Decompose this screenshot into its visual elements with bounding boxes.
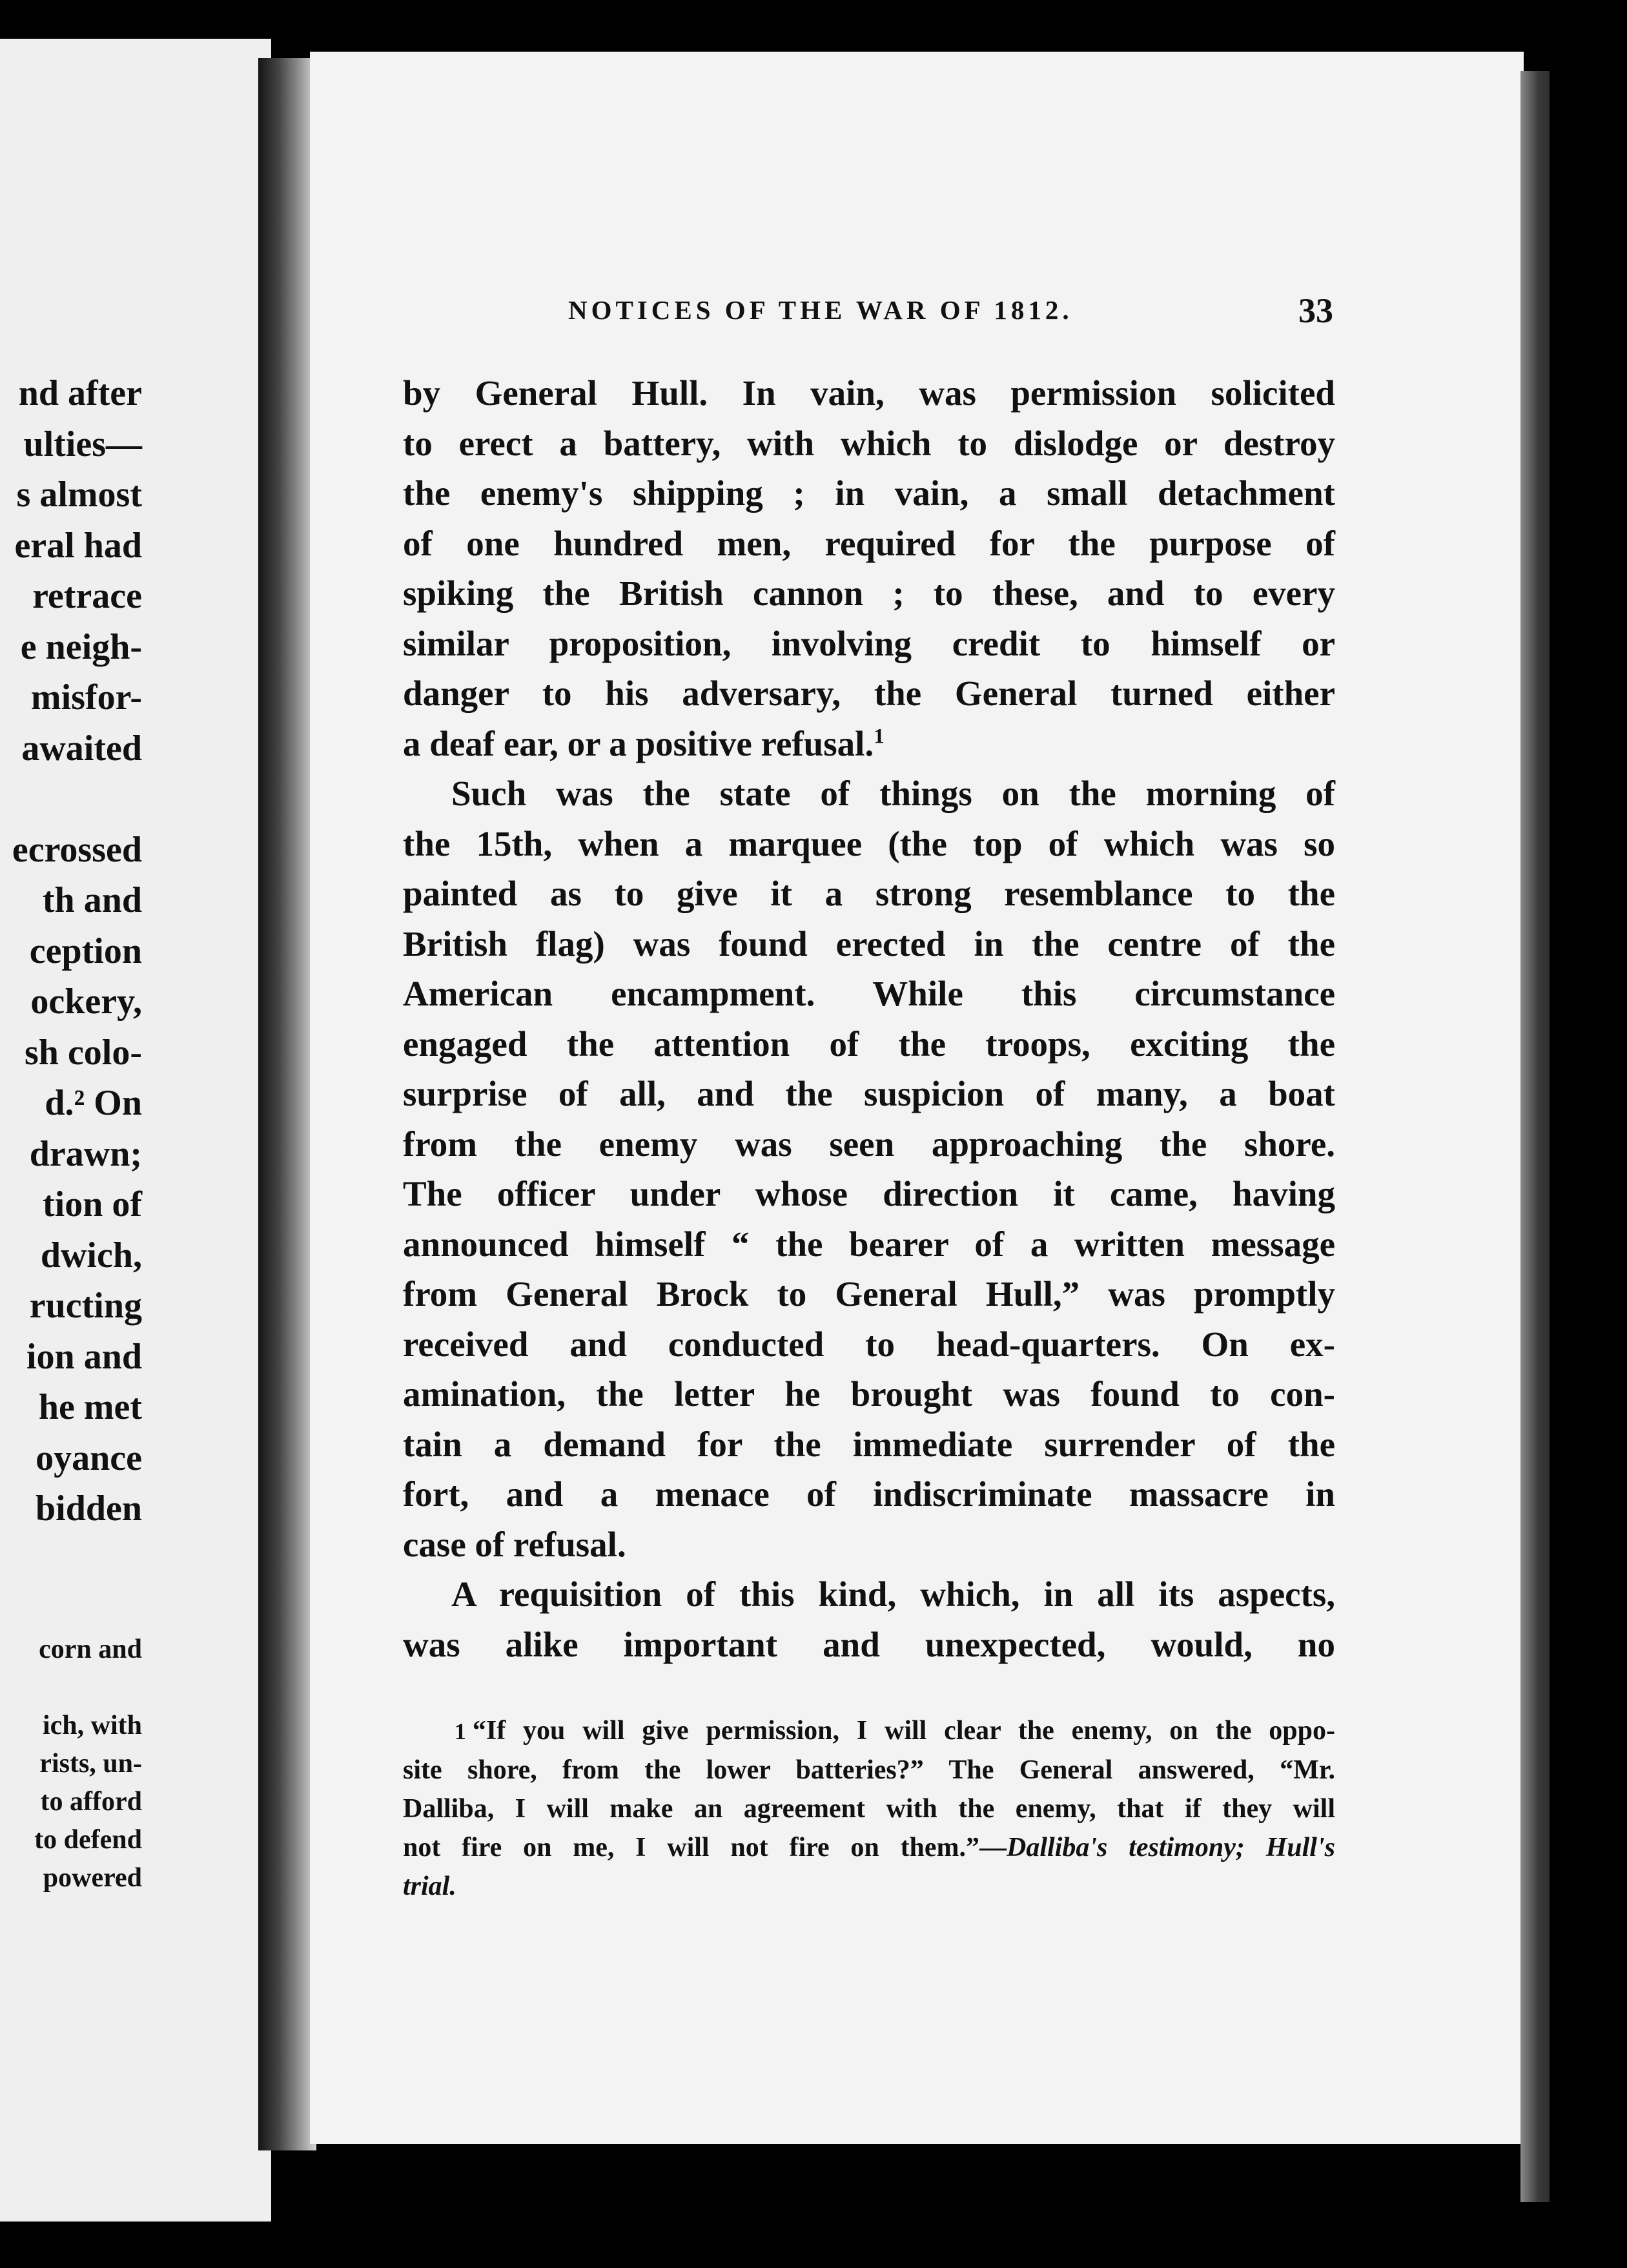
footnote-block <box>403 1711 1335 1906</box>
text-line: from General Brock to General Hull,” was promptly <box>403 1274 1335 1314</box>
text-line: retrace <box>32 576 142 616</box>
text-line: danger to his adversary, the General turned either <box>403 674 1335 713</box>
text-line: fort, and a menace of indiscriminate massacre in <box>403 1474 1335 1514</box>
footnote-citation: Dalliba's testimony; Hull's <box>1007 1833 1335 1862</box>
previous-page-fragment <box>0 39 271 2222</box>
text-line: ecrossed <box>12 829 142 870</box>
scan-border-right <box>1550 0 1627 2268</box>
text-line: British flag) was found erected in the centre of the <box>403 923 1335 964</box>
footnote-line: site shore, from the lower batteries?” The General answered, “Mr. <box>403 1755 1335 1785</box>
footnote-line-content: “If you will give permission, I will clear the enemy, on the oppo- <box>472 1716 1335 1746</box>
footnote-line: rists, un- <box>39 1749 142 1778</box>
running-title: NOTICES OF THE WAR OF 1812. <box>568 295 1073 325</box>
footnote-line: Dalliba, I will make an agreement with the enemy, that if they will <box>403 1794 1335 1824</box>
text-line: received and conducted to head-quarters. On ex- <box>403 1324 1335 1364</box>
text-line: s almost <box>16 475 142 515</box>
text-line: A requisition of this kind, which, in all its aspects, <box>451 1574 1335 1614</box>
text-line: e neigh- <box>20 626 142 667</box>
text-line: surprise of all, and the suspicion of many, a boat <box>403 1074 1335 1113</box>
text-line: tain a demand for the immediate surrender of the <box>403 1424 1335 1464</box>
text-line: eral had <box>14 525 142 566</box>
footnote-reference: 1 <box>874 725 885 748</box>
footnote-line: corn and <box>39 1634 142 1664</box>
text-line: ception <box>29 931 142 971</box>
text-line <box>403 719 1335 769</box>
footnote-line <box>403 1711 1335 1751</box>
footnote-line-content: not fire on me, I will not fire on them.”— <box>403 1833 1007 1862</box>
text-line: drawn; <box>29 1133 142 1174</box>
text-line: ion and <box>26 1336 142 1377</box>
footnote-line: to defend <box>34 1825 142 1855</box>
footnote-line: to afford <box>40 1787 142 1817</box>
text-line: American encampment. While this circumstance <box>403 974 1335 1013</box>
footnote-line <box>403 1828 1335 1867</box>
page-number: 33 <box>1298 291 1333 330</box>
text-line: of one hundred men, required for the purpose of <box>403 523 1335 563</box>
text-line: case of refusal. <box>403 1524 626 1564</box>
footnote-line: ich, with <box>42 1711 142 1740</box>
text-line: awaited <box>21 728 142 768</box>
text-line: sh colo- <box>25 1032 142 1073</box>
text-line: by General Hull. In vain, was permission solicited <box>403 373 1335 413</box>
text-line-content: a deaf ear, or a positive refusal. <box>403 723 874 763</box>
text-line: to erect a battery, with which to dislodge or destroy <box>403 423 1335 463</box>
text-line: bidden <box>36 1489 142 1529</box>
text-line: Such was the state of things on the morning of <box>451 774 1335 813</box>
text-line: tion of <box>43 1184 142 1224</box>
text-line: dwich, <box>40 1235 142 1275</box>
text-line: the enemy's shipping ; in vain, a small detachment <box>403 473 1335 513</box>
text-line: he met <box>38 1387 142 1427</box>
book-gutter-shadow <box>258 58 316 2150</box>
text-line: similar proposition, involving credit to himself or <box>403 623 1335 663</box>
text-line <box>0 774 142 825</box>
text-line: ructing <box>29 1286 142 1326</box>
text-line: nd after <box>18 373 142 413</box>
text-line: announced himself “ the bearer of a written message <box>403 1224 1335 1264</box>
footnote-line <box>0 1669 142 1707</box>
text-line: oyance <box>36 1438 142 1478</box>
text-line: from the enemy was seen approaching the shore. <box>403 1124 1335 1164</box>
text-line: ulties— <box>23 424 142 464</box>
text-line: the 15th, when a marquee (the top of which was so <box>403 823 1335 863</box>
text-line: misfor- <box>30 677 142 717</box>
text-line: ockery, <box>30 982 142 1022</box>
text-line: d.² On <box>45 1083 142 1123</box>
scan-border-bottom <box>0 2222 1627 2268</box>
running-header <box>568 291 1333 333</box>
body-text <box>403 368 1335 1669</box>
footnote-line: powered <box>43 1863 142 1893</box>
footnote-number: 1 <box>455 1718 466 1744</box>
text-line: engaged the attention of the troops, exciting the <box>403 1024 1335 1064</box>
previous-page-text <box>0 368 142 1534</box>
text-line: was alike important and unexpected, would, no <box>403 1624 1335 1664</box>
text-line: spiking the British cannon ; to these, and to every <box>403 573 1335 613</box>
text-line: amination, the letter he brought was found to con- <box>403 1374 1335 1414</box>
text-line: th and <box>42 880 142 920</box>
footnote-citation-end: trial. <box>403 1871 456 1901</box>
text-line: painted as to give it a strong resemblance to the <box>403 874 1335 913</box>
text-line: The officer under whose direction it came, having <box>403 1174 1335 1213</box>
previous-page-footnotes <box>0 1631 142 1897</box>
